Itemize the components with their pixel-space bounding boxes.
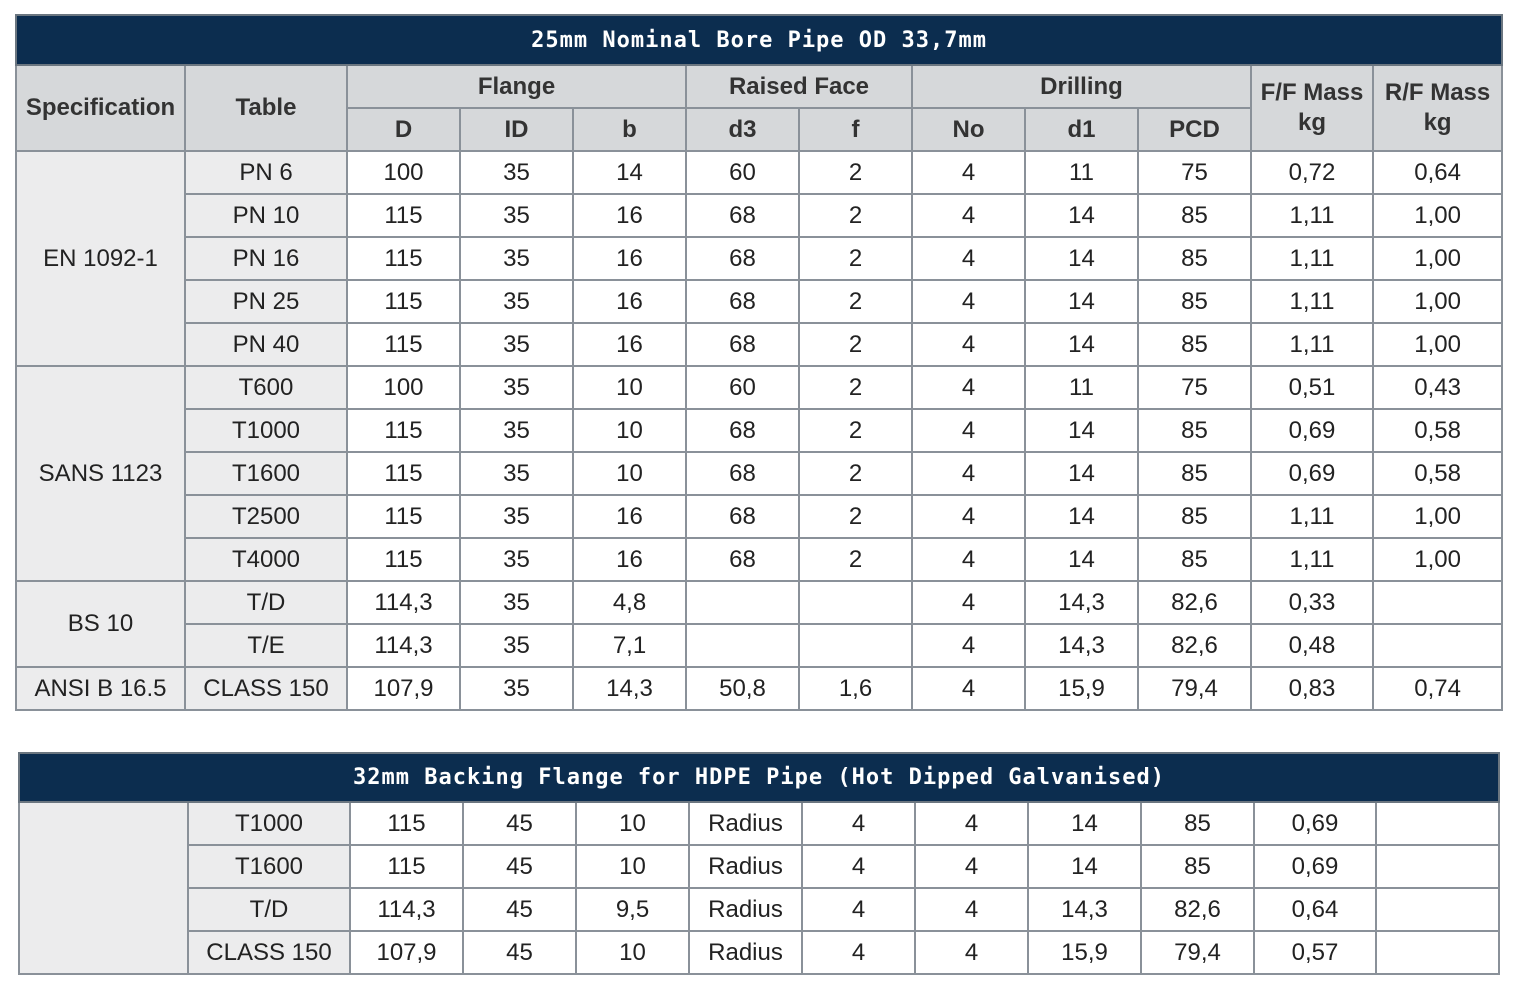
value-cell: 85 [1138,323,1251,366]
value-cell: 10 [576,845,689,888]
value-cell: 0,69 [1251,409,1373,452]
value-cell: 1,00 [1373,237,1502,280]
value-cell: 35 [460,194,573,237]
value-cell: 1,11 [1251,495,1373,538]
header-table: Table [185,65,347,151]
value-cell: 14 [1025,452,1138,495]
value-cell: 0,51 [1251,366,1373,409]
value-cell: 85 [1141,845,1254,888]
value-cell: 2 [799,452,912,495]
value-cell: 75 [1138,366,1251,409]
value-cell: 82,6 [1138,581,1251,624]
value-cell: 1,00 [1373,538,1502,581]
header-raised-face: Raised Face [686,65,912,108]
value-cell: 1,00 [1373,280,1502,323]
value-cell: 82,6 [1138,624,1251,667]
table-row [19,931,1499,974]
value-cell: 0,83 [1251,667,1373,710]
value-cell: 115 [347,194,460,237]
value-cell: 107,9 [347,667,460,710]
table-title: 32mm Backing Flange for HDPE Pipe (Hot Dipped Galvanised) [19,753,1499,802]
table-row [19,845,1499,888]
value-cell: 4 [915,888,1028,931]
header-d1: d1 [1025,108,1138,151]
value-cell: 4 [912,495,1025,538]
value-cell: 14 [1025,280,1138,323]
value-cell: Radius [689,931,802,974]
value-cell: 68 [686,538,799,581]
table-class-cell: PN 10 [185,194,347,237]
header-rf-mass: R/F Mass kg [1373,65,1502,151]
value-cell: 0,72 [1251,151,1373,194]
table-row [16,237,1502,280]
value-cell: 115 [347,323,460,366]
value-cell: 82,6 [1141,888,1254,931]
header-drilling: Drilling [912,65,1251,108]
value-cell: 107,9 [350,931,463,974]
table-class-cell: T/D [188,888,350,931]
value-cell: 2 [799,151,912,194]
value-cell: 60 [686,151,799,194]
table-class-cell: PN 25 [185,280,347,323]
value-cell: 68 [686,280,799,323]
header-pcd: PCD [1138,108,1251,151]
value-cell: 2 [799,538,912,581]
table-class-cell: T/D [185,581,347,624]
table-class-cell: T1600 [188,845,350,888]
spec-cell: SANS 1123 [16,366,185,581]
value-cell: 115 [350,845,463,888]
value-cell: 14 [1025,538,1138,581]
value-cell: 4 [912,323,1025,366]
value-cell: 68 [686,452,799,495]
value-cell: 14,3 [1025,581,1138,624]
value-cell: 68 [686,237,799,280]
table-row [16,366,1502,409]
value-cell: 15,9 [1025,667,1138,710]
table-row [16,452,1502,495]
header-d: D [347,108,460,151]
value-cell: 35 [460,323,573,366]
value-cell: 4 [912,667,1025,710]
table-row [16,581,1502,624]
value-cell: 14 [1025,237,1138,280]
table-row [16,624,1502,667]
header-id: ID [460,108,573,151]
value-cell: 0,58 [1373,409,1502,452]
value-cell: 0,74 [1373,667,1502,710]
value-cell: 0,69 [1251,452,1373,495]
value-cell: 115 [347,280,460,323]
value-cell: 0,64 [1373,151,1502,194]
table-class-cell: T1000 [188,802,350,845]
value-cell: 1,11 [1251,323,1373,366]
header-flange: Flange [347,65,686,108]
table-class-cell: PN 40 [185,323,347,366]
value-cell: 68 [686,323,799,366]
value-cell: 85 [1138,495,1251,538]
value-cell: 85 [1141,802,1254,845]
value-cell: 4 [912,624,1025,667]
value-cell: 1,00 [1373,323,1502,366]
value-cell: 85 [1138,409,1251,452]
value-cell: 10 [576,931,689,974]
value-cell: 75 [1138,151,1251,194]
value-cell: 14,3 [1028,888,1141,931]
value-cell [1373,624,1502,667]
value-cell: 4 [912,194,1025,237]
value-cell: 4 [915,802,1028,845]
value-cell: 45 [463,845,576,888]
value-cell: 1,11 [1251,280,1373,323]
value-cell: 68 [686,495,799,538]
table-class-cell: T2500 [185,495,347,538]
value-cell: 4 [912,280,1025,323]
header-d3: d3 [686,108,799,151]
value-cell: 85 [1138,237,1251,280]
value-cell: 100 [347,366,460,409]
value-cell: 114,3 [347,581,460,624]
value-cell: 7,1 [573,624,686,667]
value-cell: 0,58 [1373,452,1502,495]
value-cell: 0,43 [1373,366,1502,409]
value-cell: 16 [573,194,686,237]
value-cell: 4 [802,802,915,845]
header-f: f [799,108,912,151]
table-row [16,495,1502,538]
value-cell: 16 [573,495,686,538]
table-class-cell: CLASS 150 [188,931,350,974]
value-cell: 35 [460,366,573,409]
value-cell: 10 [576,802,689,845]
value-cell: 35 [460,667,573,710]
value-cell: 35 [460,624,573,667]
value-cell: 85 [1138,452,1251,495]
value-cell: 9,5 [576,888,689,931]
value-cell: 14 [1025,323,1138,366]
table-class-cell: T1000 [185,409,347,452]
value-cell: 1,11 [1251,194,1373,237]
value-cell: 100 [347,151,460,194]
value-cell: 85 [1138,538,1251,581]
table-row [16,667,1502,710]
value-cell: 0,48 [1251,624,1373,667]
value-cell: 85 [1138,280,1251,323]
value-cell: 4 [912,409,1025,452]
value-cell: 4 [802,888,915,931]
value-cell: 10 [573,409,686,452]
table-class-cell: PN 16 [185,237,347,280]
value-cell: 10 [573,452,686,495]
value-cell: 2 [799,323,912,366]
value-cell [1376,931,1499,974]
value-cell: 4 [915,845,1028,888]
table-class-cell: T1600 [185,452,347,495]
table-class-cell: T4000 [185,538,347,581]
value-cell: 4 [912,237,1025,280]
table-row [16,194,1502,237]
value-cell [1376,888,1499,931]
spec-cell [19,802,188,974]
header-b: b [573,108,686,151]
value-cell: 35 [460,452,573,495]
value-cell: 45 [463,931,576,974]
header-ff-mass: F/F Mass kg [1251,65,1373,151]
value-cell: 1,00 [1373,495,1502,538]
table-class-cell: CLASS 150 [185,667,347,710]
table-row [16,538,1502,581]
table-row [19,888,1499,931]
value-cell: 14,3 [573,667,686,710]
value-cell: 0,57 [1254,931,1376,974]
value-cell: 68 [686,194,799,237]
spec-cell: EN 1092-1 [16,151,185,366]
value-cell: 16 [573,280,686,323]
value-cell: 115 [350,802,463,845]
value-cell [799,581,912,624]
value-cell: 85 [1138,194,1251,237]
table-row [16,280,1502,323]
value-cell [1373,581,1502,624]
value-cell: 10 [573,366,686,409]
value-cell: Radius [689,888,802,931]
value-cell [799,624,912,667]
backing-flange-table-32mm [18,752,1500,975]
value-cell: 0,33 [1251,581,1373,624]
table-class-cell: PN 6 [185,151,347,194]
value-cell: 79,4 [1141,931,1254,974]
value-cell: 15,9 [1028,931,1141,974]
value-cell: 35 [460,581,573,624]
header-specification: Specification [16,65,185,151]
value-cell: 2 [799,366,912,409]
value-cell: 1,11 [1251,237,1373,280]
value-cell: 11 [1025,366,1138,409]
value-cell: 4 [802,845,915,888]
spec-cell: BS 10 [16,581,185,667]
value-cell: 1,00 [1373,194,1502,237]
value-cell: 35 [460,237,573,280]
value-cell: 2 [799,237,912,280]
value-cell: 68 [686,409,799,452]
value-cell: 50,8 [686,667,799,710]
value-cell: 14 [573,151,686,194]
value-cell: 4 [802,931,915,974]
value-cell: 35 [460,409,573,452]
value-cell: 115 [347,495,460,538]
value-cell: 14,3 [1025,624,1138,667]
value-cell: 115 [347,538,460,581]
value-cell: 35 [460,280,573,323]
value-cell: 4 [912,581,1025,624]
value-cell: 16 [573,237,686,280]
value-cell: 114,3 [347,624,460,667]
value-cell: 4,8 [573,581,686,624]
value-cell: 2 [799,409,912,452]
value-cell: 115 [347,237,460,280]
value-cell: 35 [460,495,573,538]
value-cell: Radius [689,845,802,888]
value-cell: 115 [347,409,460,452]
value-cell: 114,3 [350,888,463,931]
value-cell: 14 [1025,495,1138,538]
value-cell: 35 [460,538,573,581]
table-row [16,323,1502,366]
value-cell: 11 [1025,151,1138,194]
table-class-cell: T/E [185,624,347,667]
value-cell: 79,4 [1138,667,1251,710]
value-cell: 0,64 [1254,888,1376,931]
value-cell: 4 [912,538,1025,581]
value-cell: 45 [463,802,576,845]
value-cell: 14 [1028,845,1141,888]
table-class-cell: T600 [185,366,347,409]
value-cell: 4 [915,931,1028,974]
value-cell: 0,69 [1254,845,1376,888]
value-cell [686,624,799,667]
value-cell: 2 [799,280,912,323]
value-cell [686,581,799,624]
table-row [16,409,1502,452]
value-cell: 2 [799,194,912,237]
table-row [16,151,1502,194]
value-cell: 4 [912,151,1025,194]
value-cell: 60 [686,366,799,409]
table-title: 25mm Nominal Bore Pipe OD 33,7mm [16,15,1502,65]
value-cell: 16 [573,538,686,581]
value-cell: 0,69 [1254,802,1376,845]
value-cell: 1,6 [799,667,912,710]
value-cell: 14 [1025,194,1138,237]
value-cell: 16 [573,323,686,366]
value-cell [1376,845,1499,888]
flange-spec-table-25mm [15,14,1503,711]
value-cell: 115 [347,452,460,495]
value-cell: 1,11 [1251,538,1373,581]
value-cell: 4 [912,366,1025,409]
spec-cell: ANSI B 16.5 [16,667,185,710]
table-row [19,802,1499,845]
value-cell: 45 [463,888,576,931]
value-cell: Radius [689,802,802,845]
value-cell [1376,802,1499,845]
value-cell: 35 [460,151,573,194]
header-no: No [912,108,1025,151]
value-cell: 14 [1028,802,1141,845]
value-cell: 2 [799,495,912,538]
value-cell: 14 [1025,409,1138,452]
value-cell: 4 [912,452,1025,495]
